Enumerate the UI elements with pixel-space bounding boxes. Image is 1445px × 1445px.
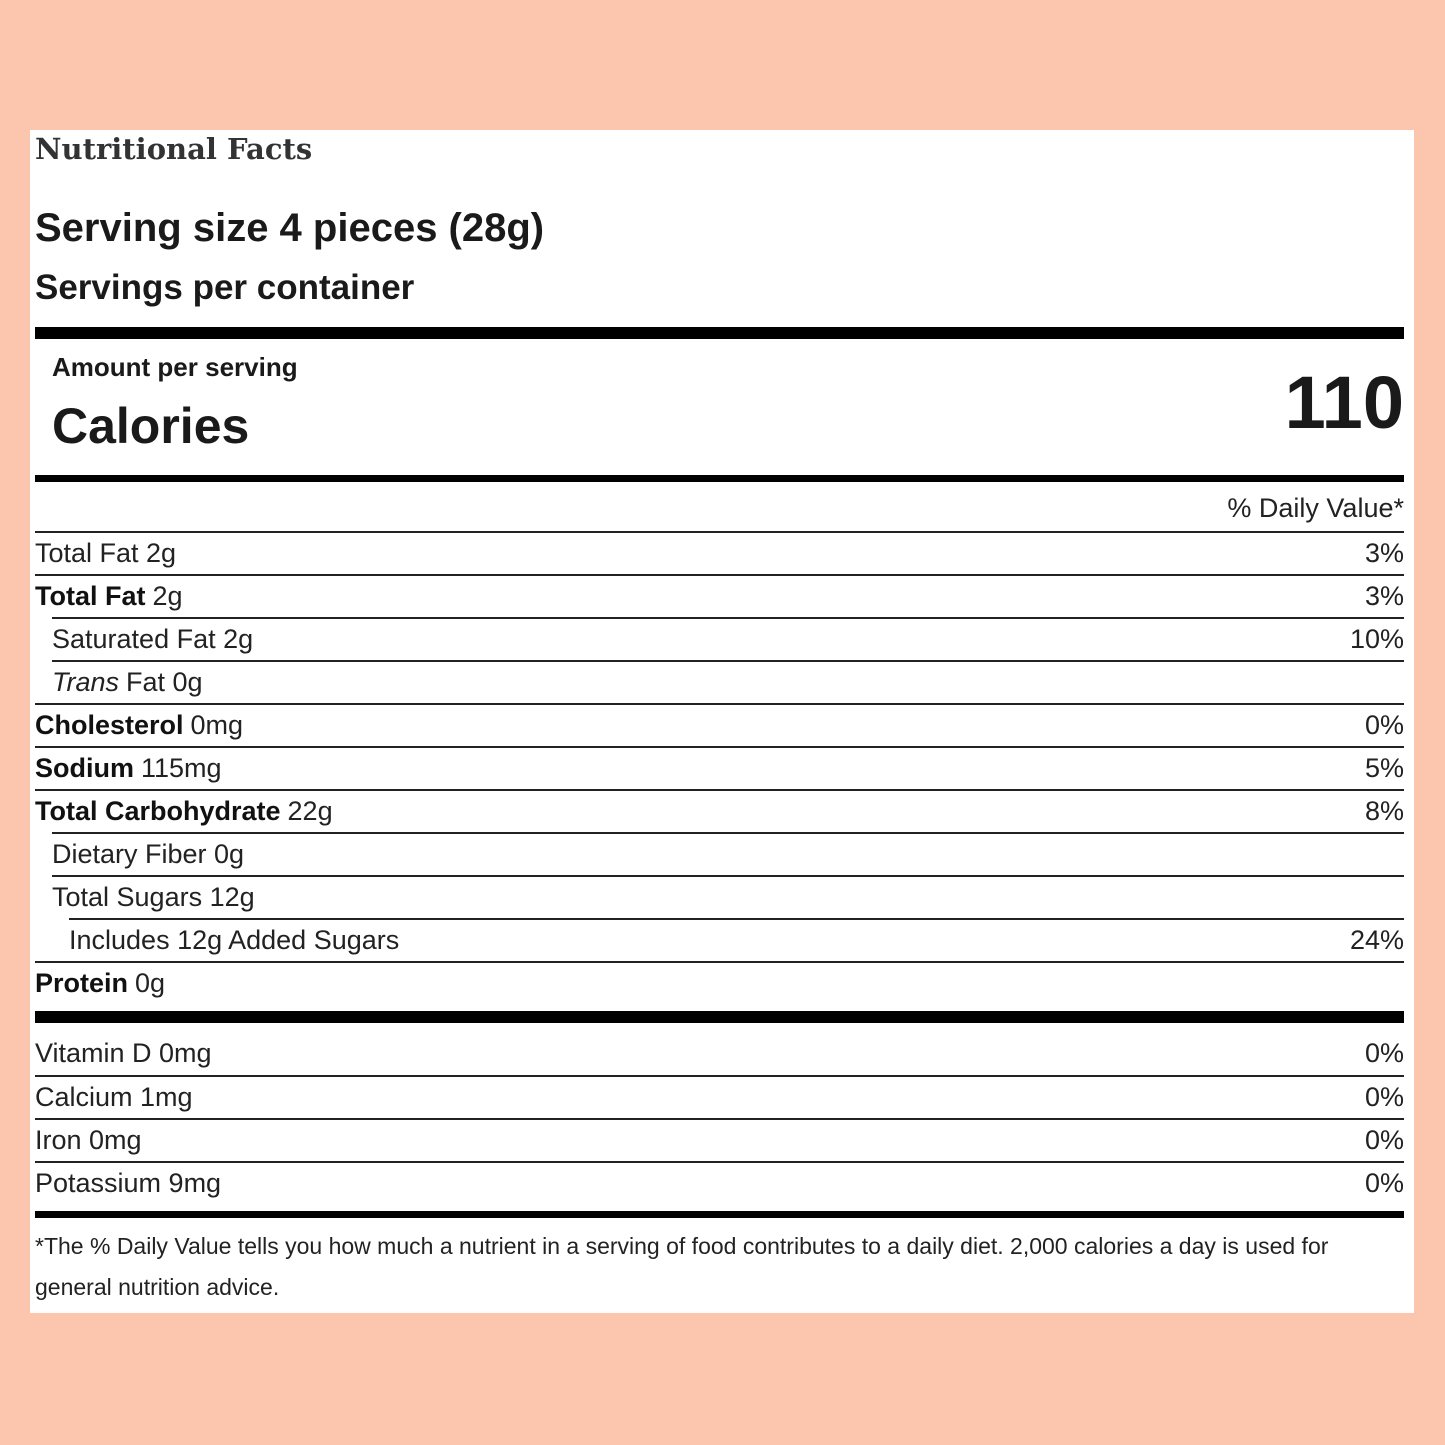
nutrient-row [52,832,1404,875]
vitamin-name: Potassium 9mg [35,1168,222,1198]
nutrient-percent: 3% [1364,581,1404,611]
vitamin-percent: 0% [1364,1125,1404,1155]
nutrient-row [35,789,1404,832]
nutrient-name: Includes 12g Added Sugars [69,925,400,955]
daily-value-footnote: *The % Daily Value tells you how much a nutrient in a serving of food contributes to a daily diet. 2,000 calories a day is used for general nutrition advice. [35,1233,1329,1300]
nutrient-name-bold: Sodium [35,753,134,783]
nutrient-name: Total Fat 2g [35,538,177,568]
nutrient-row [35,703,1404,746]
vitamin-name: Calcium 1mg [35,1082,193,1112]
nutrient-name: Saturated Fat 2g [52,624,254,654]
nutrient-percent: 3% [1364,538,1404,568]
nutrient-row [35,961,1404,1004]
nutrient-row [35,531,1404,574]
nutrient-row [52,660,1404,703]
nutrient-percent: 24% [1349,925,1404,955]
nutrient-name-bold: Cholesterol [35,710,184,740]
vitamin-row [35,1075,1404,1118]
nutrient-name: Total Sugars 12g [52,882,255,912]
thick-divider-vitamins [35,1011,1404,1023]
nutrient-amount: 0g [135,968,166,998]
nutrient-name-italic: Trans [52,667,120,697]
amount-per-serving: Amount per serving [52,352,298,382]
vitamin-percent: 0% [1364,1038,1404,1068]
vitamin-row [35,1118,1404,1161]
vitamin-list [35,1032,1404,1204]
vitamin-percent: 0% [1364,1168,1404,1198]
nutrient-name: Fat 0g [126,667,203,697]
calories-value: 110 [1284,361,1404,444]
nutrient-row [35,574,1404,617]
nutrient-name-bold: Protein [35,968,129,998]
nutrient-amount: 115mg [141,753,222,783]
nutrient-name-bold: Total Carbohydrate [35,796,281,826]
nutrient-percent: 0% [1364,710,1404,740]
nutrition-facts-card [30,130,1414,1313]
thick-divider-top [35,327,1404,339]
daily-value-header: % Daily Value* [1227,493,1404,523]
label-title: Nutritional Facts [35,132,313,166]
thick-divider-bottom [35,1211,1404,1218]
nutrient-amount: 0mg [190,710,244,740]
nutrient-name-bold: Total Fat [35,581,146,611]
nutrient-percent: 8% [1364,796,1404,826]
nutrient-row [52,875,1404,918]
vitamin-name: Vitamin D 0mg [35,1038,212,1068]
nutrient-amount: 22g [287,796,333,826]
vitamin-percent: 0% [1364,1082,1404,1112]
medium-divider [35,475,1404,482]
nutrient-row [35,746,1404,789]
servings-per-container: Servings per container [35,268,415,307]
nutrient-amount: 2g [152,581,183,611]
nutrient-list [35,531,1404,1004]
nutrient-row [69,918,1404,961]
vitamin-row [35,1032,1404,1075]
nutrient-name: Dietary Fiber 0g [52,839,245,869]
vitamin-row [35,1161,1404,1204]
serving-size: Serving size 4 pieces (28g) [35,206,545,250]
nutrient-percent: 5% [1364,753,1404,783]
nutrient-percent: 10% [1349,624,1404,654]
nutrient-row [52,617,1404,660]
vitamin-name: Iron 0mg [35,1125,142,1155]
calories-label: Calories [52,398,250,454]
